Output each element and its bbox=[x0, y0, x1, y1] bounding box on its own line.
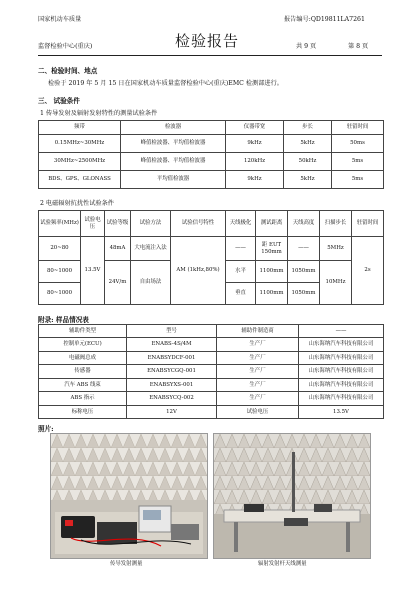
report-title: 检验报告 bbox=[175, 32, 240, 50]
table-header: 试验频率(MHz) bbox=[39, 211, 81, 237]
table-header: 试验信号特性 bbox=[171, 211, 226, 237]
table-cell: 山东海纳汽车科技有限公司 bbox=[299, 392, 384, 406]
sample-table bbox=[38, 324, 384, 419]
table-cell: 80~1000 bbox=[39, 283, 81, 305]
table-cell: 山东海纳汽车科技有限公司 bbox=[299, 365, 384, 379]
table-cell: 山东海纳汽车科技有限公司 bbox=[299, 351, 384, 365]
table-cell: 生产厂 bbox=[217, 365, 299, 379]
table-header: 检波器 bbox=[121, 121, 226, 135]
table-header: 测试距离 bbox=[256, 211, 288, 237]
section2-text: 检验于 2019 年 5 月 15 日在国家机动车质量监督检验中心(重庆)EMC 检测部进行。 bbox=[48, 80, 283, 87]
table-cell: 13.5V bbox=[299, 405, 384, 419]
table-header: 频带 bbox=[39, 121, 121, 135]
table-cell: 山东海纳汽车科技有限公司 bbox=[299, 338, 384, 352]
header-rule bbox=[38, 55, 382, 56]
emission-table bbox=[38, 120, 384, 189]
table-cell: 控制单元(ECU) bbox=[39, 338, 127, 352]
report-number: 报告编号:QD19811LA7261 bbox=[284, 16, 365, 23]
table-cell: ENABSYCGQ-001 bbox=[127, 365, 217, 379]
table-cell: 10MHz bbox=[320, 261, 352, 305]
header-org: 国家机动车质量 bbox=[38, 16, 82, 23]
table-header: 步长 bbox=[284, 121, 332, 135]
table-cell: 汽车 ABS 线束 bbox=[39, 378, 127, 392]
header-center: 监督检验中心(重庆) bbox=[38, 43, 93, 50]
table-cell: 垂直 bbox=[226, 283, 256, 305]
radiated-emission-caption: 辐射发射杆天线测量 bbox=[258, 561, 307, 567]
table-header: —— bbox=[299, 325, 384, 338]
table-cell: 24V/m bbox=[105, 261, 131, 305]
immunity-table bbox=[38, 210, 384, 305]
table-cell: 13.5V bbox=[81, 237, 105, 305]
table-cell: 1050mm bbox=[288, 261, 320, 283]
table-cell: 距 EUT 150mm bbox=[256, 237, 288, 261]
conducted-emission-caption: 传导发射测量 bbox=[110, 561, 143, 567]
table-cell: 120kHz bbox=[226, 153, 284, 171]
appendix-heading: 附录: 样品情况表 bbox=[38, 316, 89, 324]
table-cell: ENABS-4S/4M bbox=[127, 338, 217, 352]
table-cell: 5kHz bbox=[284, 171, 332, 189]
table-cell: ABS 指示 bbox=[39, 392, 127, 406]
table-cell: 峰值检波器、平均值检波器 bbox=[121, 135, 226, 153]
table-cell: 1100mm bbox=[256, 261, 288, 283]
table-cell: ENABSYDCF-001 bbox=[127, 351, 217, 365]
table-header: 试验电压 bbox=[81, 211, 105, 237]
table-cell: ENABSYCQ-002 bbox=[127, 392, 217, 406]
table1-caption: 1 传导发射及辐射发射特性的测量试验条件 bbox=[40, 110, 158, 117]
page-current: 第 8 页 bbox=[348, 43, 369, 50]
table-cell: 20~80 bbox=[39, 237, 81, 261]
table-header: 扫描步长 bbox=[320, 211, 352, 237]
table-cell: 9kHz bbox=[226, 135, 284, 153]
table-header: 辅助件类型 bbox=[39, 325, 127, 338]
table-cell: 1100mm bbox=[256, 283, 288, 305]
table-cell: 5MHz bbox=[320, 237, 352, 261]
table-cell: 平均值检波器 bbox=[121, 171, 226, 189]
table-cell: 试验电压 bbox=[217, 405, 299, 419]
page-total: 共 9 页 bbox=[296, 43, 317, 50]
table-header: 驻留时间 bbox=[352, 211, 384, 237]
table-cell: AM (1kHz,80%) bbox=[171, 237, 226, 305]
table-cell: 50ms bbox=[332, 135, 384, 153]
table-header: 天线极化 bbox=[226, 211, 256, 237]
table-cell: 生产厂 bbox=[217, 338, 299, 352]
table2-caption: 2 电磁辐射抗扰性试验条件 bbox=[40, 200, 114, 207]
section2-heading: 二、检验时间、地点 bbox=[38, 67, 98, 75]
table-cell: 生产厂 bbox=[217, 392, 299, 406]
table-cell: 生产厂 bbox=[217, 378, 299, 392]
table-cell: 50kHz bbox=[284, 153, 332, 171]
table-cell: 峰值检波器、平均值检波器 bbox=[121, 153, 226, 171]
table-cell: 生产厂 bbox=[217, 351, 299, 365]
table-cell: 48mA bbox=[105, 237, 131, 261]
table-cell: 5ms bbox=[332, 153, 384, 171]
radiated-emission-photo bbox=[213, 433, 371, 559]
table-cell: BDS、GPS、GLONASS bbox=[39, 171, 121, 189]
table-cell: 标称电压 bbox=[39, 405, 127, 419]
table-cell: 5kHz bbox=[284, 135, 332, 153]
table-cell: 80~1000 bbox=[39, 261, 81, 283]
radiated-emission-photo-art bbox=[214, 434, 370, 558]
photos-heading: 照片: bbox=[38, 425, 54, 433]
section3-heading: 三、 试验条件 bbox=[38, 97, 80, 105]
table-cell: 12V bbox=[127, 405, 217, 419]
table-header: 仪器带宽 bbox=[226, 121, 284, 135]
table-cell: 大电流注入法 bbox=[131, 237, 171, 261]
table-cell: 9kHz bbox=[226, 171, 284, 189]
table-cell: 1050mm bbox=[288, 283, 320, 305]
table-cell: —— bbox=[226, 237, 256, 261]
table-header: 型号 bbox=[127, 325, 217, 338]
table-cell: 5ms bbox=[332, 171, 384, 189]
table-cell: ENABSYXS-001 bbox=[127, 378, 217, 392]
table-cell: 30MHz~2500MHz bbox=[39, 153, 121, 171]
table-header: 辅助件制造商 bbox=[217, 325, 299, 338]
table-header: 试验方法 bbox=[131, 211, 171, 237]
table-cell: —— bbox=[288, 237, 320, 261]
table-header: 驻留时间 bbox=[332, 121, 384, 135]
table-cell: 水平 bbox=[226, 261, 256, 283]
table-header: 天线高度 bbox=[288, 211, 320, 237]
table-header: 试验等级 bbox=[105, 211, 131, 237]
table-cell: 0.15MHz~30MHz bbox=[39, 135, 121, 153]
table-cell: 电磁阀总成 bbox=[39, 351, 127, 365]
table-cell: 2s bbox=[352, 237, 384, 305]
conducted-emission-photo-art bbox=[51, 434, 207, 558]
conducted-emission-photo bbox=[50, 433, 208, 559]
table-cell: 自由场法 bbox=[131, 261, 171, 305]
table-cell: 山东海纳汽车科技有限公司 bbox=[299, 378, 384, 392]
table-cell: 传感器 bbox=[39, 365, 127, 379]
